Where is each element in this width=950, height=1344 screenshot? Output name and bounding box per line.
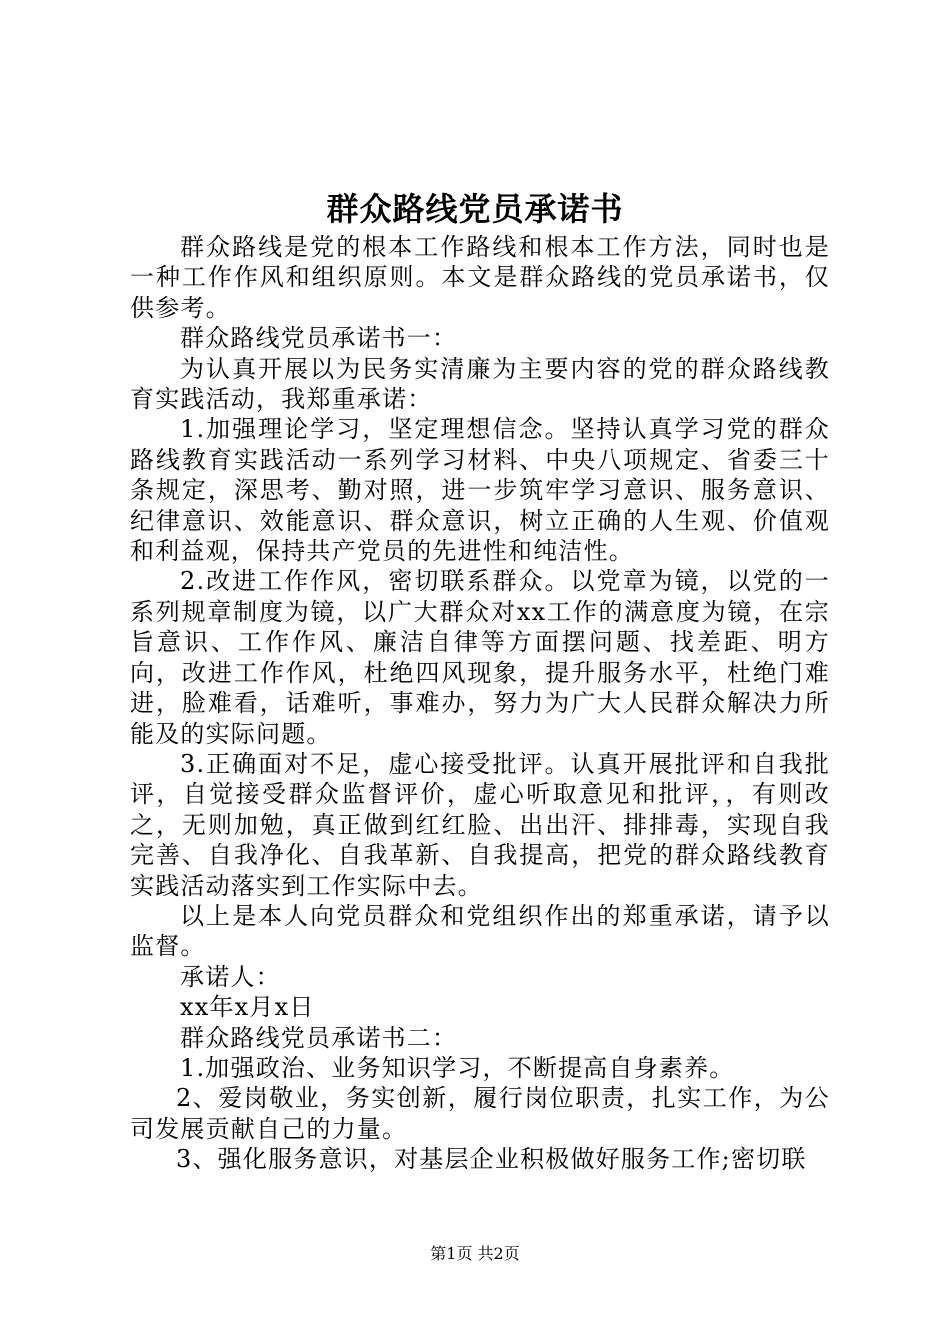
page-footer: 第1页 共2页	[430, 1244, 520, 1263]
paragraph-two-item-3: 3、强化服务意识，对基层企业积极做好服务工作;密切联	[176, 1145, 807, 1174]
paragraph-item-1: 1.加强理论学习，坚定理想信念。坚持认真学习党的群众路线教育实践活动一系列学习材料、中央八项规定、省委三十条规定，深思考、勤对照，进一步筑牢学习意识、服务意识、纪律意识、效能意识、群众意识，树立正确的人生观、价值观和利益观，保持共产党员的先进性和纯洁性。	[130, 415, 830, 566]
paragraph-two-item-2: 2、爱岗敬业，务实创新，履行岗位职责，扎实工作，为公司发展贡献自己的力量。	[130, 1084, 830, 1143]
paragraph-intro: 群众路线是党的根本工作路线和根本工作方法，同时也是一种工作作风和组织原则。本文是群众路线的党员承诺书，仅供参考。	[130, 233, 830, 322]
document-body	[130, 232, 830, 1175]
paragraph-item-3: 3.正确面对不足，虚心接受批评。认真开展批评和自我批评，自觉接受群众监督评价，虚心听取意见和批评，，有则改之，无则加勉，真正做到红红脸、出出汗、排排毒，实现自我完善、自我净化、自我革新、自我提高，把党的群众路线教育实践活动落实到工作实际中去。	[130, 749, 830, 900]
paragraph-item-2: 2.改进工作作风，密切联系群众。以党章为镜，以党的一系列规章制度为镜，以广大群众对xx工作的满意度为镜，在宗旨意识、工作作风、廉洁自律等方面摆问题、找差距、明方向，改进工作作风，杜绝四风现象，提升服务水平，杜绝门难进，脸难看，话难听，事难办，努力为广大人民群众解决力所能及的实际问题。	[130, 567, 830, 748]
paragraph-date: xx年x月x日	[180, 993, 315, 1022]
paragraph-heading-one: 群众路线党员承诺书一：	[180, 324, 458, 353]
paragraph-two-item-1: 1.加强政治、业务知识学习，不断提高自身素养。	[180, 1053, 735, 1082]
paragraph-heading-two: 群众路线党员承诺书二：	[180, 1023, 458, 1052]
paragraph-pledge-intro: 为认真开展以为民务实清廉为主要内容的党的群众路线教育实践活动，我郑重承诺：	[130, 354, 830, 414]
paragraph-signer: 承诺人：	[180, 962, 281, 991]
paragraph-closing: 以上是本人向党员群众和党组织作出的郑重承诺，请予以监督。	[130, 901, 830, 961]
document-title: 群众路线党员承诺书	[326, 190, 624, 228]
